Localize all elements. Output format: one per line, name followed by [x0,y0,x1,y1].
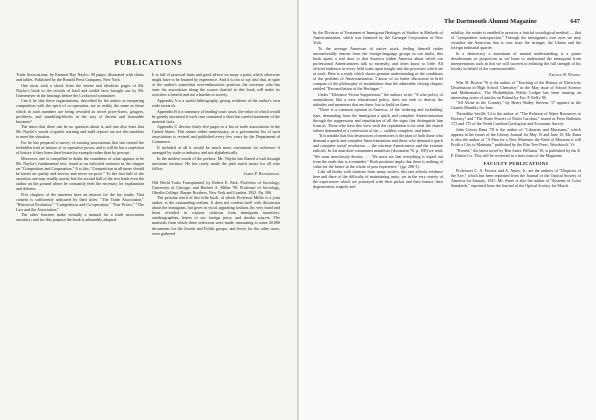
note: "Everett," the latest novel by Ben Ames Williams '10, is published by the E. P. Dutton Co. This will be reviewed in a later issue of the Magazine. [451,147,581,158]
left-page [0,0,297,420]
reviewer-signature: James P. Richardson. [243,171,280,177]
review-citation: Old World Traits Transplanted, by Robert E. Park, Professor of Sociology, University of Chicago, and Herbert A. Miller '99, Professor of Sociology, Oberlin College. Harper Brothers, New York and London, 1921. Pp. 306. [152,179,280,195]
paragraph: Professors C. A. Proctor and A. Ames, Jr., are the authors of "Dioptrics of the Eye," which has been reprinted from the Journal of the Optical Society of America for January, 1921. Mr. Ames is also the author of "Systems of Color Standards," reprinted from the Journal of the Optical Society for March. [451,167,581,188]
paragraph: Appendix C devotes thirty-five pages to a list of trade associations in the United States. This seems rather unnecessary, as a government list of such associations is revised and published every few years by the Department of Commerce. [152,124,280,145]
paragraph: Appendix A is a useful bibliography, giving evidence of the author's own wide research. [152,97,280,108]
paragraph: It is full of practical hints and good advice on many a point which otherwise might have to be learned by experience. And it is fair to say also that, in spite of the author's somewhat over-enthusiastic position, the secretary who has steer his association along the course charted in this book will make its activities a benefit and not a burden to society. [152,72,280,98]
paragraph: To the average American of native stock, feeling himself rather uncomfortably remote from the foreign-language groups in our midst, this book opens a real door to that America within America about which our professional Americanizers talk so earnestly, and often know so little. All official endeavor in every field waits upon insight into the processes which are at work. Here is a study which shows genuine understanding of the conditions of the problem of Americanization. I know of no better discussion in brief compass of the philosophy of assimilation than the admirable closing chapter, entitled "Reconciliation of the Heritages." [313,45,443,92]
paragraph: "It is notable that this destruction of memories is the plan of both those who demand a quick and complete Americanization and those who demand a quick and complete social revolution — the extreme Americanists and the extreme radicals. In the anarchist-communist manifesto (document 76, p. 100) we read: "We must mercilessly destroy . . . We must see that everything is wiped out from the earth that is a reminder." Both positions imply that there is nothing of value for the future in the whole of past experience." (pp. 280-1). [313,133,443,169]
paragraph: nobility, the reader is enabled to practice a fruitful sociological method — that of "sympathetic introspection." Through the immigrant's own eyes we may visualize the American that is ours from the stranger, the Ghetto and the foreign industrial quarter. [451,30,581,51]
paragraph: "There is a common opinion in America, of the 'ordering and forbidding' type, demanding from the immigrant a quick and complete Americanization through the suppression and repudiation of all the signs that distinguish him from us. Those who have this view wish the repudiation to be what the church fathers demanded of a confession of sin — sudden, complete, and bitter. [313,107,443,133]
running-head [315,18,580,25]
left-column-1 [16,72,144,408]
paragraph: One turns with a shock from the serene and idealistic pages of Mr. Naylor's book to the recitals of hard and sordid facts brought out by Mr. Untermeyer in the hearings before the Lockwood committee. [16,82,144,98]
paragraph: The other fourteen make virtually a manual for a trade association secretary; and for this purpose the book is admirably adapted. [16,212,144,223]
paragraph: If included at all it would be much more convenient for reference if arranged by trade or industry, and not alphabetically. [152,145,280,156]
magazine-title: The Dartmouth Alumni Magazine [443,18,537,25]
section-title: PUBLICATIONS [114,58,183,67]
paragraph: Appendix B is a summary of leading court cases, the value of which would be greatly increased if each case contained a short but careful statement of the material facts. [152,108,280,124]
page-number: 647 [570,18,580,25]
review-citation: Trade Associations, by Emmett Hay Naylor. 90 pages, illustrated with charts and tables. Published by the Ronald Press Company, New York. [16,72,144,83]
paragraph: The times that there can be no question about it, and one also fears that Mr. Naylor's words of gentle warning and mild reproof are not the remedies to meet the situation. [16,124,144,140]
paragraph: Five chapters of the nineteen have an interest for the lay reader. That content is sufficiently indicated by their titles: "The Trade Association," "Historical Evolution," "Competition and Co-operation," "Fair Prices," "The Law and the Association." [16,191,144,212]
paragraph: Moreover, one is compelled to doubt the soundness of what appears to be Mr. Naylor's fundamental text, found as an italicized sentence in the chapter on "Competition and Cooperation." It is this: "Competition at all times should be based on quality and service and never on price." To the first half of the assertion one may readily assent, but the second half of the rest leads even the author on the ground where he constantly feels the necessity for explanation and defense. [16,155,144,191]
note: John Cotton Dana '78 is the author of "Libraries and Museums," which appears in the issues of the Library Journal for May 15 and June 15. Mr. Dana is also the author of "A Plan for a New Museum: the Kind of Museum it will Profit a City to Maintain," published by the Elm Tree Press, Woodstock, Vt. [451,126,581,147]
left-column-2 [152,72,280,408]
reviewer-signature: Erville B. Woods. [549,71,581,77]
right-column-2 [451,30,581,408]
right-page [299,0,596,420]
note: "All Alone in the Country," by Henry Bailey Stevens '17 appears in the Granite Monthly for June. [451,100,581,111]
note: Thorndike Saville '14 is the author of "The Relation of Water Resources to Forestry" and "The Water Powers of North Carolina," issued as Press Bulletins 172 and 175 of the North Carolina Geological and Economic Survey. [451,111,581,127]
paragraph: In the modest words of the preface, Mr. Naylor has blazed a trail through uncertain territory. He has rarely made the path much easier for all who follow. [152,155,280,171]
faculty-publications-heading: FACULTY PUBLICATIONS [483,160,549,166]
note: Wm. H. Brown '76 is the author of "Teaching of the History of Electricity Distribution in High School Chemistry" in the May issue of School Science and Mathematics. The Philadelphia Public Ledger has been running an interesting series of articles on Poland by Eric P. Kelly '06. [451,79,581,100]
paragraph: Under "Tolerance Versus Suppression," the authors write: "A wise policy of assimilation, like a wise educational policy, does not seek to destroy the attitudes and memories that are there, but to build on them. [313,91,443,107]
paragraph: Can it be that these organizations, described by the author as tempering competition with the spirit of co-operation, are in reality the same as those which in such numbers are being revealed as secret price-fixers, gougers, profiteers, and stumbling-blocks in the way of decent and honorable business? [16,98,144,124]
paragraph: Like all books with citations from many writers, this one affords evidence here and there of the difficulty of maintaining unity; yet in the very variety of the experiences which are portrayed with their pathos and their humor, their degeneration, tragedy and [313,169,443,190]
paragraph: For he has prepared a survey of existing associations that has treated the forbidden fruit of misuse of co-operative power, and it will be but a repetition of history if they learn their lesson by example rather than by precept. [16,139,144,156]
paragraph: by the Division of Treatment of Immigrant Heritages of Studies in Methods of Americanization, which was financed by the Carnegie Corporation of New York. [313,30,443,46]
paragraph: In a democracy a maximum of mutual understanding is a prime desideratum; in proportion as we learn to understand the immigrant from interpretations such as this we will succeed in enlisting the full strength of his loyalty in behalf of the commonwealth. [451,50,581,71]
paragraph: The peculiar merit of this little book, of which Professor Miller is a joint author, is the outstanding realism. It does not content itself with discussion about the immigrant, but gives in vivid, appealing fashion, his very mind and heart revealed in copious citations from immigrant narratives, autobiographies, letters to our foreign press, and similar sources. The materials from which these selections were made, amounting to some 20,000 documents for the Jewish and Polish groups, and fewer for the other races, were gathered [152,195,280,236]
right-column-1 [313,30,443,408]
